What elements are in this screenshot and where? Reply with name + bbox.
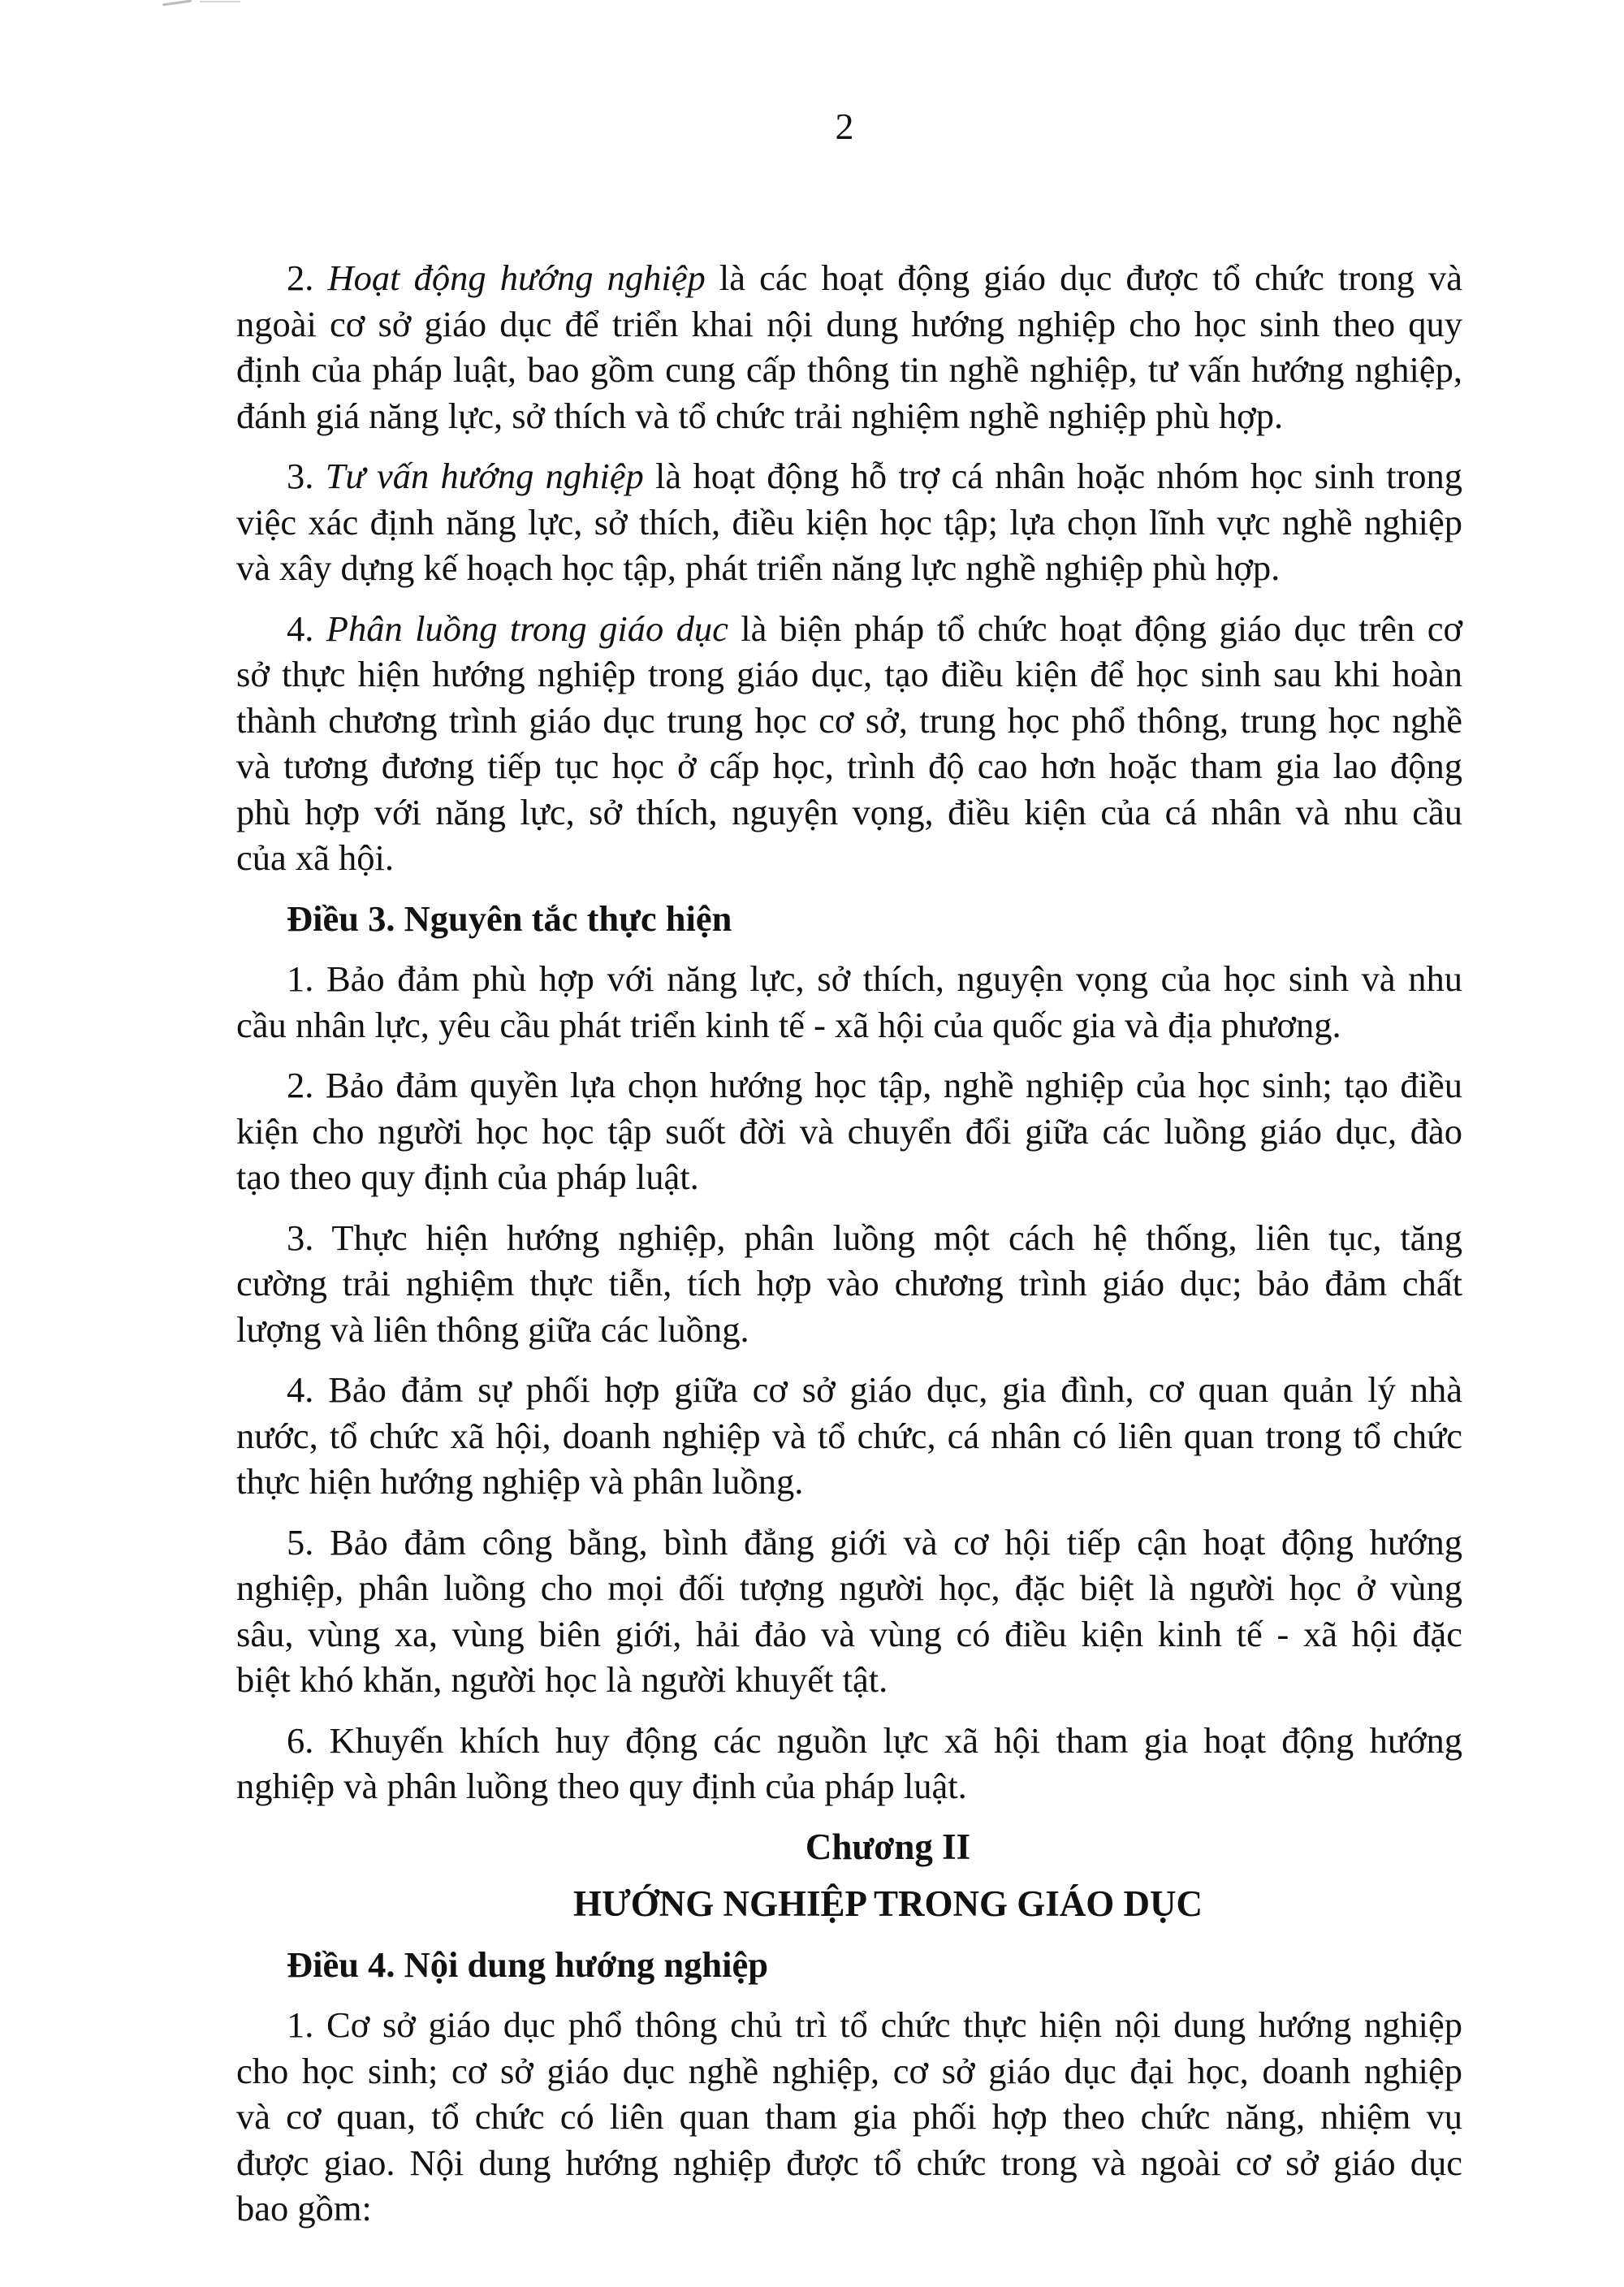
paragraph-line bbox=[236, 255, 1462, 301]
article-4-heading: Điều 4. Nội dung hướng nghiệp bbox=[287, 1943, 768, 1985]
paragraph-line: của xã hội. bbox=[236, 837, 394, 878]
definition-paragraph bbox=[236, 255, 1462, 439]
paragraph-line: kiện cho người học học tập suốt đời và chuyển đổi giữa các luồng giáo dục, đào bbox=[236, 1110, 1462, 1152]
paragraph-line: cường trải nghiệm thực tiễn, tích hợp vào chương trình giáo dục; bảo đảm chất bbox=[236, 1263, 1462, 1303]
line-text: là biện pháp tổ chức hoạt động giáo dục trên cơ bbox=[728, 607, 1462, 649]
article-3-item bbox=[236, 956, 1462, 1048]
chapter-title: HƯỚNG NGHIỆP TRONG GIÁO DỤC bbox=[572, 1883, 1203, 1924]
paragraph-line: 3. Thực hiện hướng nghiệp, phân luồng một cách hệ thống, liên tục, tăng bbox=[287, 1217, 1462, 1258]
item-number: 4. bbox=[287, 607, 326, 649]
paragraph-line: bao gồm: bbox=[236, 2188, 372, 2229]
paragraph-line: 6. Khuyến khích huy động các nguồn lực xã hội tham gia hoạt động hướng bbox=[287, 1719, 1462, 1761]
paragraph-line: thực hiện hướng nghiệp và phân luồng. bbox=[236, 1461, 804, 1502]
paragraph-line: thành chương trình giáo dục trung học cơ sở, trung học phổ thông, trung học nghề bbox=[236, 699, 1462, 741]
definitions-section bbox=[236, 255, 1462, 2246]
paragraph-line: 4. Bảo đảm sự phối hợp giữa cơ sở giáo dục, gia đình, cơ quan quản lý nhà bbox=[287, 1369, 1462, 1410]
paragraph-line: sâu, vùng xa, vùng biên giới, hải đảo và vùng có điều kiện kinh tế - xã hội đặc bbox=[236, 1613, 1462, 1654]
article-3-item bbox=[236, 1062, 1462, 1200]
paragraph-line: cho học sinh; cơ sở giáo dục nghề nghiệp, cơ sở giáo dục đại học, doanh nghiệp bbox=[236, 2050, 1462, 2091]
definition-paragraph bbox=[236, 606, 1462, 881]
item-number: 2. bbox=[287, 257, 328, 298]
paragraph-line: 5. Bảo đảm công bằng, bình đẳng giới và cơ hội tiếp cận hoạt động hướng bbox=[287, 1521, 1462, 1563]
paragraph-line: nghiệp và phân luồng theo quy định của pháp luật. bbox=[236, 1766, 967, 1806]
paragraph-line: 1. Bảo đảm phù hợp với năng lực, sở thích, nguyện vọng của học sinh và nhu bbox=[287, 958, 1462, 999]
definition-paragraph bbox=[236, 453, 1462, 591]
article-3-heading: Điều 3. Nguyên tắc thực hiện bbox=[287, 897, 732, 939]
paragraph-line: phù hợp với năng lực, sở thích, nguyện vọng, điều kiện của cá nhân và nhu cầu bbox=[236, 791, 1462, 832]
defined-term: Hoạt động hướng nghiệp bbox=[327, 257, 706, 298]
paragraph-line bbox=[236, 453, 1462, 499]
paragraph-line: và tương đương tiếp tục học ở cấp học, trình độ cao hơn hoặc tham gia lao động bbox=[236, 746, 1462, 786]
article-3-item bbox=[236, 1367, 1462, 1505]
page-number: 2 bbox=[835, 106, 854, 147]
paragraph-line: biệt khó khăn, người học là người khuyết tật. bbox=[236, 1659, 888, 1700]
article-3-item bbox=[236, 1718, 1462, 1809]
article-3-item bbox=[236, 1215, 1462, 1353]
defined-term: Phân luồng trong giáo dục bbox=[326, 607, 728, 649]
paragraph-line: ngoài cơ sở giáo dục để triển khai nội dung hướng nghiệp cho học sinh theo quy bbox=[236, 303, 1462, 344]
item-number: 3. bbox=[287, 456, 326, 496]
paragraph-line: tạo theo quy định của pháp luật. bbox=[236, 1156, 699, 1197]
paragraph-line: cầu nhân lực, yêu cầu phát triển kinh tế - xã hội của quốc gia và địa phương. bbox=[236, 1004, 1341, 1045]
paragraph-line: 1. Cơ sở giáo dục phổ thông chủ trì tổ chức thực hiện nội dung hướng nghiệp bbox=[287, 2004, 1462, 2045]
paragraph-line: được giao. Nội dung hướng nghiệp được tổ chức trong và ngoài cơ sở giáo dục bbox=[236, 2142, 1462, 2183]
paragraph-line: nước, tổ chức xã hội, doanh nghiệp và tổ chức, cá nhân có liên quan trong tổ chức bbox=[236, 1415, 1462, 1456]
article-3-item bbox=[236, 1520, 1462, 1703]
paragraph-line: việc xác định năng lực, sở thích, điều kiện học tập; lựa chọn lĩnh vực nghề nghiệp bbox=[236, 501, 1462, 543]
paragraph-line: sở thực hiện hướng nghiệp trong giáo dục, tạo điều kiện để học sinh sau khi hoàn bbox=[236, 654, 1462, 694]
article-4-item bbox=[236, 2002, 1462, 2232]
paragraph-line: lượng và liên thông giữa các luồng. bbox=[236, 1308, 749, 1350]
defined-term: Tư vấn hướng nghiệp bbox=[325, 456, 644, 496]
paragraph-line: đánh giá năng lực, sở thích và tổ chức trải nghiệm nghề nghiệp phù hợp. bbox=[236, 395, 1284, 436]
line-text: là hoạt động hỗ trợ cá nhân hoặc nhóm học sinh trong bbox=[643, 456, 1463, 496]
scan-artifact bbox=[162, 0, 252, 8]
paragraph-line: định của pháp luật, bao gồm cung cấp thông tin nghề nghiệp, tư vấn hướng nghiệp, bbox=[236, 349, 1462, 390]
paragraph-line: và cơ quan, tổ chức có liên quan tham gia phối hợp theo chức năng, nhiệm vụ bbox=[236, 2096, 1462, 2137]
paragraph-line bbox=[236, 606, 1462, 652]
paragraph-line: nghiệp, phân luồng cho mọi đối tượng người học, đặc biệt là người học ở vùng bbox=[236, 1567, 1462, 1608]
line-text: là các hoạt động giáo dục được tổ chức trong và bbox=[705, 257, 1462, 298]
paragraph-line: và xây dựng kế hoạch học tập, phát triển năng lực nghề nghiệp phù hợp. bbox=[236, 547, 1281, 588]
chapter-label: Chương II bbox=[805, 1826, 971, 1867]
paragraph-line: 2. Bảo đảm quyền lựa chọn hướng học tập, nghề nghiệp của học sinh; tạo điều bbox=[287, 1065, 1462, 1105]
